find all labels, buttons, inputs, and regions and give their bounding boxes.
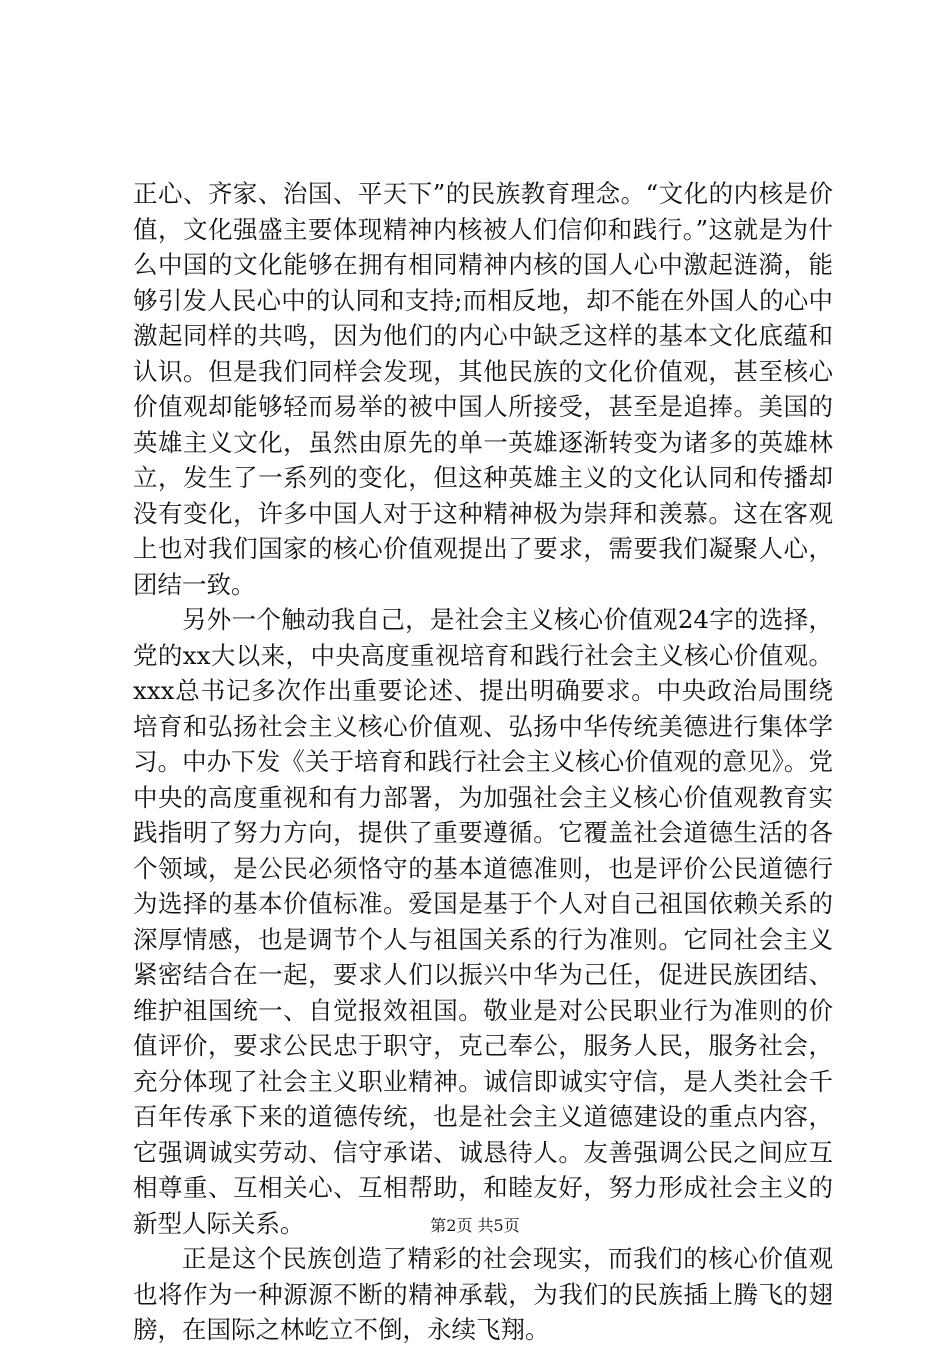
page-number-footer: 第2页 共5页	[430, 1216, 520, 1235]
paragraph-1: 正心、齐家、治国、平天下”的民族教育理念。“文化的内核是价值，文化强盛主要体现精神内核被人们信仰和践行。”这就是为什么中国的文化能够在拥有相同精神内核的国人心中激起涟漪，能够引发人民心中的认同和支持;而相反地，却不能在外国人的心中激起同样的共鸣，因为他们的内心中缺乏这样的基本文化底蕴和认识。但是我们同样会发现，其他民族的文化价值观，甚至核心价值观却能够轻而易举的被中国人所接受，甚至是追捧。美国的英雄主义文化，虽然由原先的单一英雄逐渐转变为诸多的英雄林立，发生了一系列的变化，但这种英雄主义的文化认同和传播却没有变化，许多中国人对于这种精神极为崇拜和羡慕。这在客观上也对我们国家的核心价值观提出了要求，需要我们凝聚人心，团结一致。	[133, 179, 833, 599]
document-body	[133, 176, 833, 1348]
paragraph-2: 另外一个触动我自己，是社会主义核心价值观24字的选择，党的xx大以来，中央高度重视培育和践行社会主义核心价值观。xxx总书记多次作出重要论述、提出明确要求。中央政治局围绕培育和弘扬社会主义核心价值观、弘扬中华传统美德进行集体学习。中办下发《关于培育和践行社会主义核心价值观的意见》。党中央的高度重视和有力部署，为加强社会主义核心价值观教育实践指明了努力方向，提供了重要遵循。它覆盖社会道德生活的各个领域，是公民必须恪守的基本道德准则，也是评价公民道德行为选择的基本价值标准。爱国是基于个人对自己祖国依赖关系的深厚情感，也是调节个人与祖国关系的行为准则。它同社会主义紧密结合在一起，要求人们以振兴中华为己任，促进民族团结、维护祖国统一、自觉报效祖国。敬业是对公民职业行为准则的价值评价，要求公民忠于职守，克己奉公，服务人民，服务社会，充分体现了社会主义职业精神。诚信即诚实守信，是人类社会千百年传承下来的道德传统，也是社会主义道德建设的重点内容，它强调诚实劳动、信守承诺、诚恳待人。友善强调公民之间应互相尊重、互相关心、互相帮助，和睦友好，努力形成社会主义的新型人际关系。	[133, 605, 833, 1238]
paragraph-3: 正是这个民族创造了精彩的社会现实，而我们的核心价值观也将作为一种源源不断的精神承载，为我们的民族插上腾飞的翅膀，在国际之林屹立不倒，永续飞翔。	[133, 1244, 833, 1344]
